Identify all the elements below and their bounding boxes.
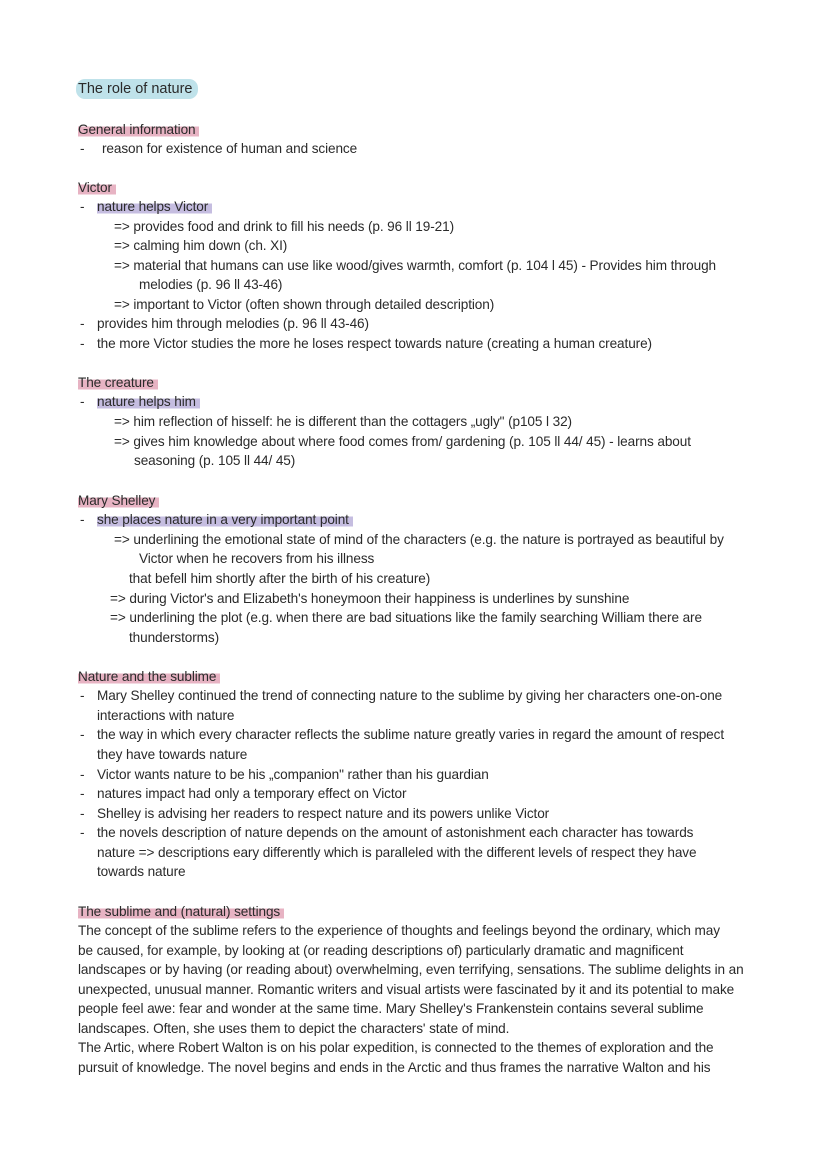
bullet-dash: - xyxy=(80,825,85,840)
settings-paragraph-line: The concept of the sublime refers to the experience of thoughts and feelings beyond the ordinary, which may xyxy=(78,923,720,938)
creature-line: => him reflection of hisself: he is different than the cottagers „ugly" (p105 l 32) xyxy=(114,414,572,429)
victor-item: the more Victor studies the more he loses respect towards nature (creating a human creature) xyxy=(97,336,652,351)
victor-line: => provides food and drink to fill his needs (p. 96 ll 19-21) xyxy=(114,219,454,234)
bullet-dash: - xyxy=(80,727,85,742)
bullet-dash: - xyxy=(80,199,85,214)
sublime-item: Mary Shelley continued the trend of connecting nature to the sublime by giving her characters one-on-one xyxy=(97,688,723,703)
creature-subheading: nature helps him xyxy=(97,392,200,411)
section-heading-creature: The creature xyxy=(78,373,158,392)
bullet-dash: - xyxy=(80,141,85,156)
sublime-item: they have towards nature xyxy=(97,747,248,762)
general-item: reason for existence of human and science xyxy=(102,141,358,156)
creature-line: seasoning (p. 105 ll 44/ 45) xyxy=(134,453,296,468)
sublime-item: Shelley is advising her readers to respect nature and its powers unlike Victor xyxy=(97,806,550,821)
victor-item: provides him through melodies (p. 96 ll 43-46) xyxy=(97,316,369,331)
shelley-subheading: she places nature in a very important point xyxy=(97,510,353,529)
creature-line: => gives him knowledge about where food comes from/ gardening (p. 105 ll 44/ 45) - learns about xyxy=(114,434,691,449)
section-heading-sublime: Nature and the sublime xyxy=(78,667,220,686)
bullet-dash: - xyxy=(80,688,85,703)
bullet-dash: - xyxy=(80,767,85,782)
shelley-line: thunderstorms) xyxy=(129,630,220,645)
section-heading-settings: The sublime and (natural) settings xyxy=(78,902,284,921)
shelley-line: Victor when he recovers from his illness xyxy=(139,551,375,566)
bullet-dash: - xyxy=(80,786,85,801)
section-heading-shelley: Mary Shelley xyxy=(78,491,159,510)
sublime-item: nature => descriptions eary differently which is paralleled with the different levels of respect they have xyxy=(97,845,697,860)
bullet-dash: - xyxy=(80,512,85,527)
settings-paragraph-line: be caused, for example, by looking at (or reading descriptions of) particularly dramatic and magnificent xyxy=(78,943,684,958)
settings-paragraph-line: unexpected, unusual manner. Romantic writers and visual artists were fascinated by it and its potential to make xyxy=(78,982,735,997)
sublime-item: the way in which every character reflects the sublime nature greatly varies in regard the amount of respect xyxy=(97,727,725,742)
settings-paragraph-line: landscapes. Often, she uses them to depict the characters' state of mind. xyxy=(78,1021,510,1036)
shelley-line: that befell him shortly after the birth of his creature) xyxy=(129,571,431,586)
section-heading-victor: Victor xyxy=(78,178,116,197)
victor-line: melodies (p. 96 ll 43-46) xyxy=(139,277,283,292)
sublime-item: interactions with nature xyxy=(97,708,235,723)
sublime-item: Victor wants nature to be his „companion" rather than his guardian xyxy=(97,767,489,782)
sublime-item: the novels description of nature depends on the amount of astonishment each character has towards xyxy=(97,825,694,840)
bullet-dash: - xyxy=(80,336,85,351)
shelley-line: => during Victor's and Elizabeth's honeymoon their happiness is underlines by sunshine xyxy=(110,591,630,606)
victor-subheading: nature helps Victor xyxy=(97,197,212,216)
victor-line: => material that humans can use like wood/gives warmth, comfort (p. 104 l 45) - Provides him through xyxy=(114,258,717,273)
bullet-dash: - xyxy=(80,806,85,821)
settings-paragraph-line: people feel awe: fear and wonder at the same time. Mary Shelley's Frankenstein contains several sublime xyxy=(78,1001,704,1016)
page-title: The role of nature xyxy=(76,79,198,99)
bullet-dash: - xyxy=(80,394,85,409)
sublime-item: natures impact had only a temporary effect on Victor xyxy=(97,786,407,801)
settings-paragraph-line: pursuit of knowledge. The novel begins and ends in the Arctic and thus frames the narrative Walton and his xyxy=(78,1060,711,1075)
victor-line: => calming him down (ch. XI) xyxy=(114,238,288,253)
section-heading-general: General information xyxy=(78,120,199,139)
settings-paragraph-line: The Artic, where Robert Walton is on his polar expedition, is connected to the themes of exploration and the xyxy=(78,1040,714,1055)
shelley-line: => underlining the plot (e.g. when there are bad situations like the family searching William there are xyxy=(110,610,702,625)
sublime-item: towards nature xyxy=(97,864,186,879)
bullet-dash: - xyxy=(80,316,85,331)
settings-paragraph-line: landscapes or by having (or reading about) overwhelming, even terrifying, sensations. The sublime delights in an xyxy=(78,962,744,977)
shelley-line: => underlining the emotional state of mind of the characters (e.g. the nature is portrayed as beautiful by xyxy=(114,532,724,547)
victor-line: => important to Victor (often shown through detailed description) xyxy=(114,297,495,312)
